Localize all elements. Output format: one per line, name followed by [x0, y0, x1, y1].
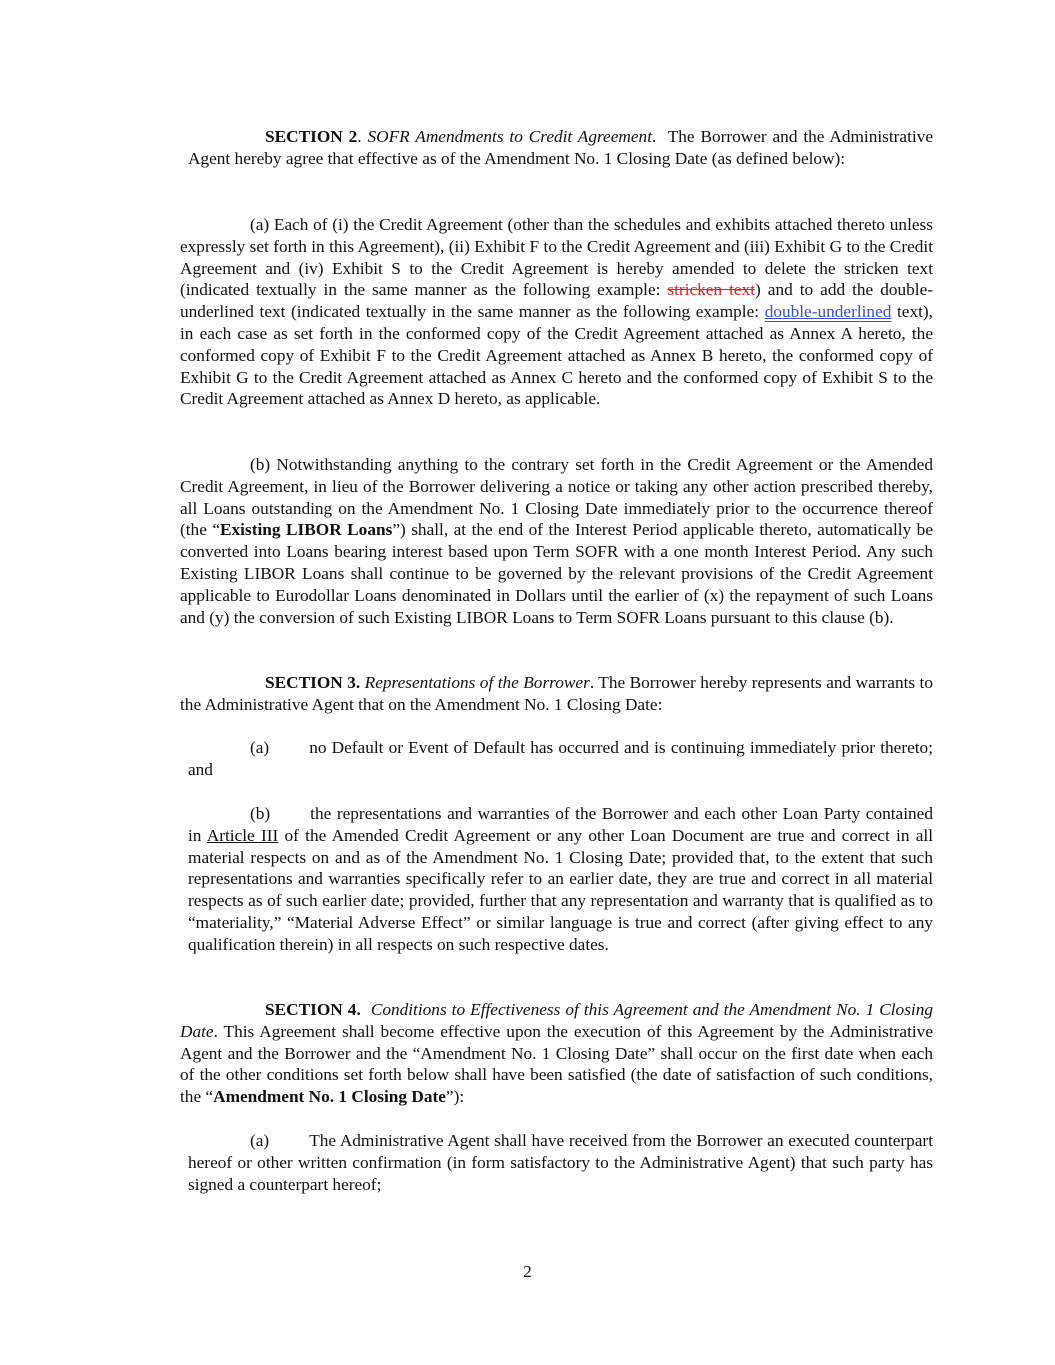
section-3-item-b: (b) the representations and warranties of the Borrower and each other Loan Party contained in Article III of the Amended Credit Agreement or any other Loan Document are true and correct in all material respects on and as of the Amendment No. 1 Closing Date; provided that, to the extent that such representations and warranties specifically refer to an earlier date, they are true and correct in all material respects as of such earlier date; provided, further that any representation and warranty that is qualified as to “materiality,” “Material Adverse Effect” or similar language is true and correct (after giving effect to any qualification therein) in all respects on such respective dates.	[188, 804, 933, 954]
stricken-text-example: stricken text	[667, 280, 756, 300]
section-2-intro: SECTION 2. SOFR Amendments to Credit Agreement. The Borrower and the Administrative Agent hereby agree that effective as of the Amendment No. 1 Closing Date (as defined below):	[188, 127, 934, 168]
section-3-title: Representations of the Borrower	[364, 673, 590, 692]
section-4-intro: SECTION 4. Conditions to Effectiveness of this Agreement and the Amendment No. 1 Closing Date. This Agreement shall become effective upon the execution of this Agreement by the Administrative Agent and the Borrower and the “Amendment No. 1 Closing Date” shall occur on the first date when each of the other conditions set forth below shall have been satisfied (the date of satisfaction of such conditions, the “Amendment No. 1 Closing Date”):	[180, 1000, 934, 1107]
section-4-title: Conditions to Effectiveness of this Agreement and the Amendment No. 1 Closing Date	[180, 1000, 934, 1041]
article-iii-reference: Article III	[206, 825, 279, 845]
page-number: 2	[523, 1262, 532, 1281]
section-4-item-a: (a) The Administrative Agent shall have received from the Borrower an executed counterpart hereof or other written confirmation (in form satisfactory to the Administrative Agent) that such party has signed a counterpart hereof;	[188, 1131, 933, 1194]
double-underlined-example: double-underlined	[764, 302, 892, 322]
section-2-heading: SECTION 2	[265, 127, 358, 146]
section-2-paragraph-a: (a) Each of (i) the Credit Agreement (other than the schedules and exhibits attached thereto unless expressly set forth in this Agreement), (ii) Exhibit F to the Credit Agreement and (iii) Exhibit G to the Credit Agreement and (iv) Exhibit S to the Credit Agreement is hereby amended to delete the stricken text (indicated textually in the same manner as the following example: stricken text) and to add the double-underlined text (indicated textually in the same manner as the following example: double-underlined text), in each case as set forth in the conformed copy of the Credit Agreement attached as Annex A hereto, the conformed copy of Exhibit F to the Credit Agreement attached as Annex B hereto, the conformed copy of Exhibit G to the Credit Agreement attached as Annex C hereto and the conformed copy of Exhibit S to the Credit Agreement attached as Annex D hereto, as applicable.	[180, 215, 933, 409]
section-3-item-a: (a) no Default or Event of Default has occurred and is continuing immediately prior thereto; and	[188, 738, 933, 779]
section-3-heading: SECTION 3.	[265, 673, 361, 692]
existing-libor-loans-term: Existing LIBOR Loans	[220, 520, 393, 540]
section-4-heading: SECTION 4.	[265, 1000, 361, 1019]
section-2-paragraph-b: (b) Notwithstanding anything to the contrary set forth in the Credit Agreement or the Amended Credit Agreement, in lieu of the Borrower delivering a notice or taking any other action prescribed thereby, all Loans outstanding on the Amendment No. 1 Closing Date immediately prior to the occurrence thereof (the “Existing LIBOR Loans”) shall, at the end of the Interest Period applicable thereto, automatically be converted into Loans bearing interest based upon Term SOFR with a one month Interest Period. Any such Existing LIBOR Loans shall continue to be governed by the relevant provisions of the Credit Agreement applicable to Eurodollar Loans denominated in Dollars until the earlier of (x) the repayment of such Loans and (y) the conversion of such Existing LIBOR Loans to Term SOFR Loans pursuant to this clause (b).	[180, 455, 933, 627]
section-3-intro: SECTION 3. Representations of the Borrower. The Borrower hereby represents and warrants to the Administrative Agent that on the Amendment No. 1 Closing Date:	[180, 673, 933, 714]
section-2-title: SOFR Amendments to Credit Agreement	[367, 127, 652, 146]
amendment-closing-date-term: Amendment No. 1 Closing Date	[213, 1087, 446, 1107]
